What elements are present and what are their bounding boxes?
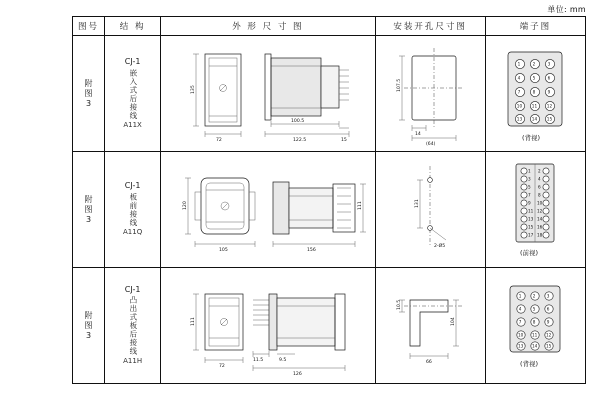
row3-outline-cell [161, 268, 375, 384]
row2-term-13: 13 [527, 216, 534, 222]
row1-dim-135: 135 [191, 85, 197, 94]
row1-fig-no-cell [73, 36, 105, 152]
row2-terminal-drawing [486, 152, 585, 267]
unit-note: 单位: mm [547, 5, 586, 14]
row1-outline-drawing [161, 36, 374, 151]
row2-fig-char-2: 图 [84, 204, 93, 214]
row3-struct-desc: 凸出式板后接线 [128, 296, 138, 356]
row3-fig-char-2: 图 [84, 320, 93, 330]
row3-dim-126: 126 [293, 372, 302, 377]
row1-term-7: 7 [517, 89, 521, 95]
row3-mount-dim-10-5: 10.5 [396, 299, 402, 310]
header-mounting-dims: 安装开孔尺寸图 [375, 17, 485, 36]
row2-structure-cell [105, 152, 161, 268]
row3-term-2: 2 [532, 293, 536, 299]
row1-term-15: 15 [546, 116, 552, 122]
row3-outline-drawing [161, 268, 374, 383]
row1-dim-122-5: 122.5 [293, 138, 307, 143]
row1-term-1: 1 [517, 61, 521, 67]
row2-struct-model: CJ-1 [124, 181, 141, 191]
row2-fig-no-cell [73, 152, 105, 268]
row2-mounting-drawing [376, 152, 485, 267]
row1-dim-72: 72 [216, 138, 223, 143]
row1-term-5: 5 [532, 75, 536, 81]
row3-struct-code: A11H [123, 356, 143, 365]
row2-term-5: 5 [527, 184, 531, 190]
row3-term-7: 7 [518, 319, 522, 325]
row3-terminal-cell [485, 268, 585, 384]
row3-term-11: 11 [531, 332, 538, 338]
row2-term-10: 10 [536, 200, 543, 206]
row1-dim-100-5: 100.5 [291, 119, 305, 124]
row3-dim-72: 72 [219, 364, 226, 369]
row2-term-12: 12 [536, 208, 543, 214]
row1-outline-cell [161, 36, 375, 152]
row1-term-8: 8 [532, 89, 536, 95]
row1-term-3: 3 [547, 61, 551, 67]
row1-term-11: 11 [531, 103, 537, 109]
row1-term-4: 4 [517, 75, 521, 81]
row2-fig-char-1: 附 [84, 194, 93, 204]
row3-term-10: 10 [517, 332, 524, 338]
table-header-row [73, 17, 586, 36]
row1-dim-15: 15 [341, 138, 348, 143]
row2-dim-156: 156 [307, 248, 316, 253]
row3-term-5: 5 [532, 306, 536, 312]
row3-fig-char-3: 3 [85, 331, 92, 341]
row2-term-2: 2 [537, 168, 541, 174]
row2-dim-120: 120 [183, 201, 189, 210]
row2-term-4: 4 [537, 176, 541, 182]
row2-term-18: 18 [536, 232, 543, 238]
row3-term-8: 8 [532, 319, 536, 325]
row1-mount-dim-107-5: 107.5 [396, 78, 402, 92]
row3-term-9: 9 [546, 319, 550, 325]
row3-dim-9-5: 9.5 [279, 358, 287, 363]
row1-terminal-cell [485, 36, 585, 152]
row3-struct-model: CJ-1 [124, 284, 141, 294]
row3-terminal-caption: (背视) [519, 360, 538, 368]
row1-struct-code: A11X [123, 120, 142, 129]
row3-terminal-drawing [486, 268, 585, 383]
row3-term-15: 15 [545, 343, 552, 349]
row1-term-10: 10 [516, 103, 522, 109]
dimension-table [72, 16, 586, 384]
row2-term-9: 9 [527, 200, 531, 206]
row3-term-12: 12 [545, 332, 552, 338]
row3-dim-111: 111 [191, 317, 197, 326]
row3-mounting-cell [375, 268, 485, 384]
row1-structure-cell [105, 36, 161, 152]
row2-term-14: 14 [536, 216, 543, 222]
row2-dim-105: 105 [219, 248, 228, 253]
row3-term-14: 14 [531, 343, 538, 349]
table-row [73, 268, 586, 384]
header-terminal-diagram: 端子图 [485, 17, 585, 36]
row1-term-6: 6 [547, 75, 551, 81]
row2-terminal-cell [485, 152, 585, 268]
row3-term-6: 6 [546, 306, 550, 312]
row1-term-13: 13 [516, 116, 522, 122]
row3-term-3: 3 [546, 293, 550, 299]
row2-term-15: 15 [527, 224, 534, 230]
row3-fig-no-cell [73, 268, 105, 384]
row3-mount-dim-104: 104 [450, 317, 456, 326]
row3-mounting-drawing [376, 268, 485, 383]
row2-outline-cell [161, 152, 375, 268]
row1-term-9: 9 [547, 89, 551, 95]
row2-dim-111: 111 [358, 201, 364, 210]
row1-mount-dim-64: (64) [425, 142, 436, 147]
row3-term-13: 13 [517, 343, 524, 349]
row1-struct-model: CJ-1 [124, 56, 141, 66]
row1-fig-char-2: 图 [84, 88, 93, 98]
row2-term-11: 11 [527, 208, 534, 214]
table-row [73, 36, 586, 152]
row2-term-1: 1 [527, 168, 531, 174]
row3-structure-cell [105, 268, 161, 384]
row1-terminal-caption: (背视) [521, 134, 540, 142]
row2-term-3: 3 [527, 176, 531, 182]
row2-fig-char-3: 3 [85, 215, 92, 225]
row1-struct-desc: 嵌入式后接线 [128, 68, 138, 120]
row3-fig-char-1: 附 [84, 310, 93, 320]
row1-mounting-drawing [376, 36, 485, 151]
row2-term-17: 17 [527, 232, 534, 238]
row2-term-6: 6 [537, 184, 541, 190]
row2-mounting-cell [375, 152, 485, 268]
row1-fig-char-3: 3 [85, 99, 92, 109]
row2-outline-drawing [161, 152, 374, 267]
header-structure: 结 构 [105, 17, 161, 36]
row3-term-4: 4 [518, 306, 522, 312]
row1-term-14: 14 [531, 116, 537, 122]
row2-terminal-caption: (前视) [519, 249, 538, 257]
row3-term-1: 1 [518, 293, 522, 299]
row2-struct-code: A11Q [123, 228, 143, 237]
row1-mount-dim-14: 14 [414, 132, 421, 137]
row1-mounting-cell [375, 36, 485, 152]
row1-fig-char-1: 附 [84, 78, 93, 88]
row1-term-12: 12 [546, 103, 552, 109]
row3-dim-11-5: 11.5 [253, 358, 264, 363]
row2-mount-dim-131: 131 [414, 199, 420, 208]
header-outline-dims: 外 形 尺 寸 图 [161, 17, 375, 36]
table-row [73, 152, 586, 268]
row2-struct-desc: 板前接线 [128, 193, 138, 228]
row2-term-16: 16 [536, 224, 543, 230]
row1-terminal-drawing [486, 36, 585, 151]
row3-mount-dim-66: 66 [425, 360, 432, 365]
row2-mount-dim-2d5: 2-Ø5 [433, 244, 445, 249]
header-fig-no: 图号 [73, 17, 105, 36]
row1-term-2: 2 [532, 61, 536, 67]
row2-term-8: 8 [537, 192, 541, 198]
row2-term-7: 7 [527, 192, 531, 198]
